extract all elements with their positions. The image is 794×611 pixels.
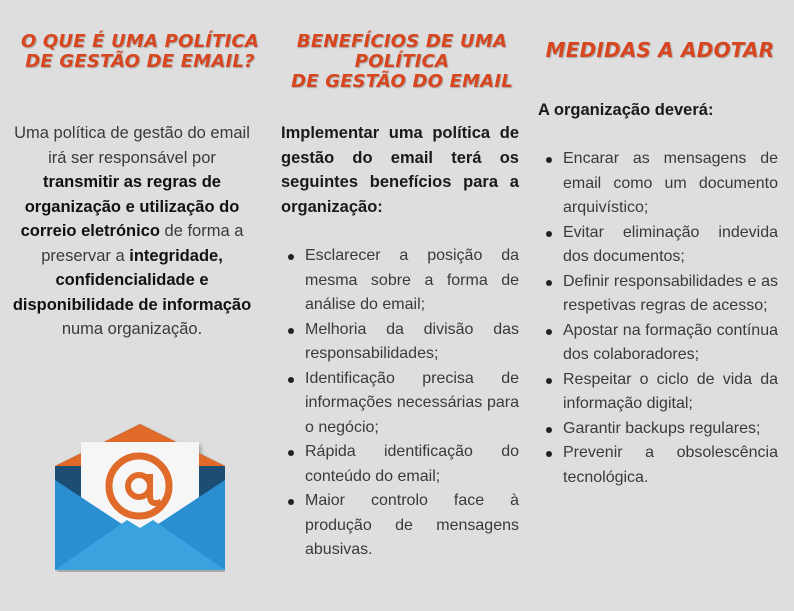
list-item: Evitar eliminação indevida dos documentos; bbox=[541, 221, 778, 270]
column-1-heading-line: DE GESTÃO DE EMAIL? bbox=[25, 51, 255, 72]
column-1-heading-line: O QUE É UMA POLÍTICA bbox=[20, 31, 260, 52]
benefits-list bbox=[283, 244, 519, 563]
measures-list bbox=[541, 147, 778, 490]
column-2-heading bbox=[282, 32, 522, 92]
list-item: Rápida identificação do conteúdo do email; bbox=[283, 440, 519, 489]
list-item: Apostar na formação contínua dos colaboradores; bbox=[541, 319, 778, 368]
list-item: Identificação precisa de informações necessárias para o negócio; bbox=[283, 367, 519, 441]
list-item: Maior controlo face à produção de mensagens abusivas. bbox=[283, 489, 519, 563]
list-item: Respeitar o ciclo de vida da informação digital; bbox=[541, 368, 778, 417]
column-2-intro: Implementar uma política de gestão do email terá os seguintes benefícios para a organização: bbox=[281, 124, 519, 216]
text-segment: de forma a preservar a bbox=[41, 222, 244, 265]
list-item: Prevenir a obsolescência tecnológica. bbox=[541, 441, 778, 490]
column-3-heading bbox=[540, 40, 780, 60]
column-1-heading bbox=[20, 32, 260, 72]
text-segment: Uma política de gestão do email irá ser responsável por bbox=[14, 124, 250, 167]
column-3-heading-line: MEDIDAS A ADOTAR bbox=[545, 38, 775, 62]
bold-text-segment: transmitir as regras de organização e utilização do correio eletrónico bbox=[20, 173, 240, 240]
bold-text-segment: integridade, confidencialidade e disponibilidade de informação bbox=[12, 246, 252, 314]
list-item: Encarar as mensagens de email como um documento arquivístico; bbox=[541, 147, 778, 221]
text-segment: numa organização. bbox=[61, 320, 203, 338]
column-2-heading-line: DE GESTÃO DO EMAIL bbox=[291, 71, 513, 92]
column-1-paragraph bbox=[10, 121, 254, 342]
list-item: Garantir backups regulares; bbox=[541, 417, 778, 442]
column-3-intro: A organização deverá: bbox=[538, 101, 714, 119]
list-item: Esclarecer a posição da mesma sobre a forma de análise do email; bbox=[283, 244, 519, 318]
list-item: Melhoria da divisão das responsabilidades; bbox=[283, 318, 519, 367]
column-2-heading-line: POLÍTICA bbox=[354, 51, 450, 72]
list-item: Definir responsabilidades e as respetivas regras de acesso; bbox=[541, 270, 778, 319]
email-at-envelope-icon bbox=[55, 424, 225, 572]
column-2-heading-line: BENEFÍCIOS DE UMA bbox=[296, 31, 508, 52]
